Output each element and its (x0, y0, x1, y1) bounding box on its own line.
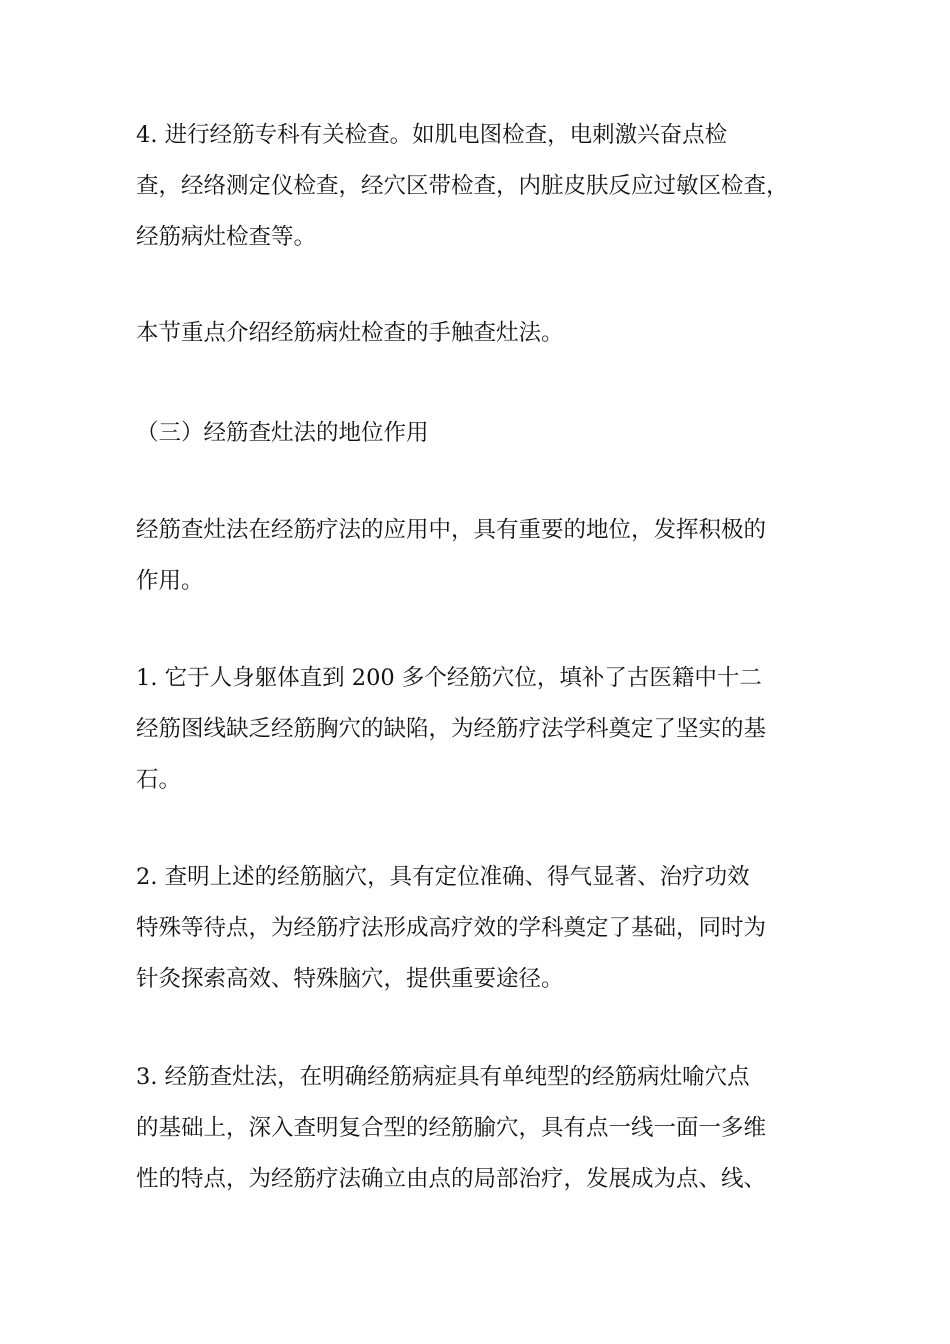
text-line: 2. 查明上述的经筋脑穴，具有定位准确、得气显著、治疗功效 (136, 864, 750, 890)
text-line: 特殊等待点，为经筋疗法形成高疗效的学科奠定了基础，同时为 (136, 915, 767, 941)
text-line: 4. 进行经筋专科有关检查。如肌电图检查，电刺激兴奋点检 (136, 122, 728, 148)
paragraph-item-1 (136, 653, 816, 806)
text-line: 作用。 (136, 568, 204, 594)
text-line: 1. 它于人身躯体直到 200 多个经筋穴位，填补了古医籍中十二 (136, 665, 762, 691)
section-heading (136, 408, 816, 459)
text-line: 本节重点介绍经筋病灶检查的手触查灶法。 (136, 320, 564, 346)
text-line: 经筋图线缺乏经筋胸穴的缺陷，为经筋疗法学科奠定了坚实的基 (136, 716, 767, 742)
paragraph-item-4 (136, 110, 816, 263)
text-line: 3. 经筋查灶法，在明确经筋病症具有单纯型的经筋病灶喻穴点 (136, 1064, 750, 1090)
text-line: 的基础上，深入查明复合型的经筋腧穴，具有点一线一面一多维 (136, 1115, 767, 1141)
text-line: 查，经络测定仪检查，经穴区带检查，内脏皮肤反应过敏区检查， (136, 173, 789, 199)
text-line: 针灸探索高效、特殊脑穴，提供重要途径。 (136, 966, 564, 992)
paragraph-overview (136, 505, 816, 607)
heading-line: （三）经筋查灶法的地位作用 (136, 420, 429, 446)
paragraph-item-3 (136, 1052, 816, 1205)
text-line: 石。 (136, 767, 182, 793)
paragraph-intro (136, 308, 816, 359)
text-line: 经筋查灶法在经筋疗法的应用中，具有重要的地位，发挥积极的 (136, 517, 767, 543)
text-line: 性的特点，为经筋疗法确立由点的局部治疗，发展成为点、线、 (136, 1166, 767, 1192)
paragraph-item-2 (136, 852, 816, 1005)
text-line: 经筋病灶检查等。 (136, 224, 317, 250)
